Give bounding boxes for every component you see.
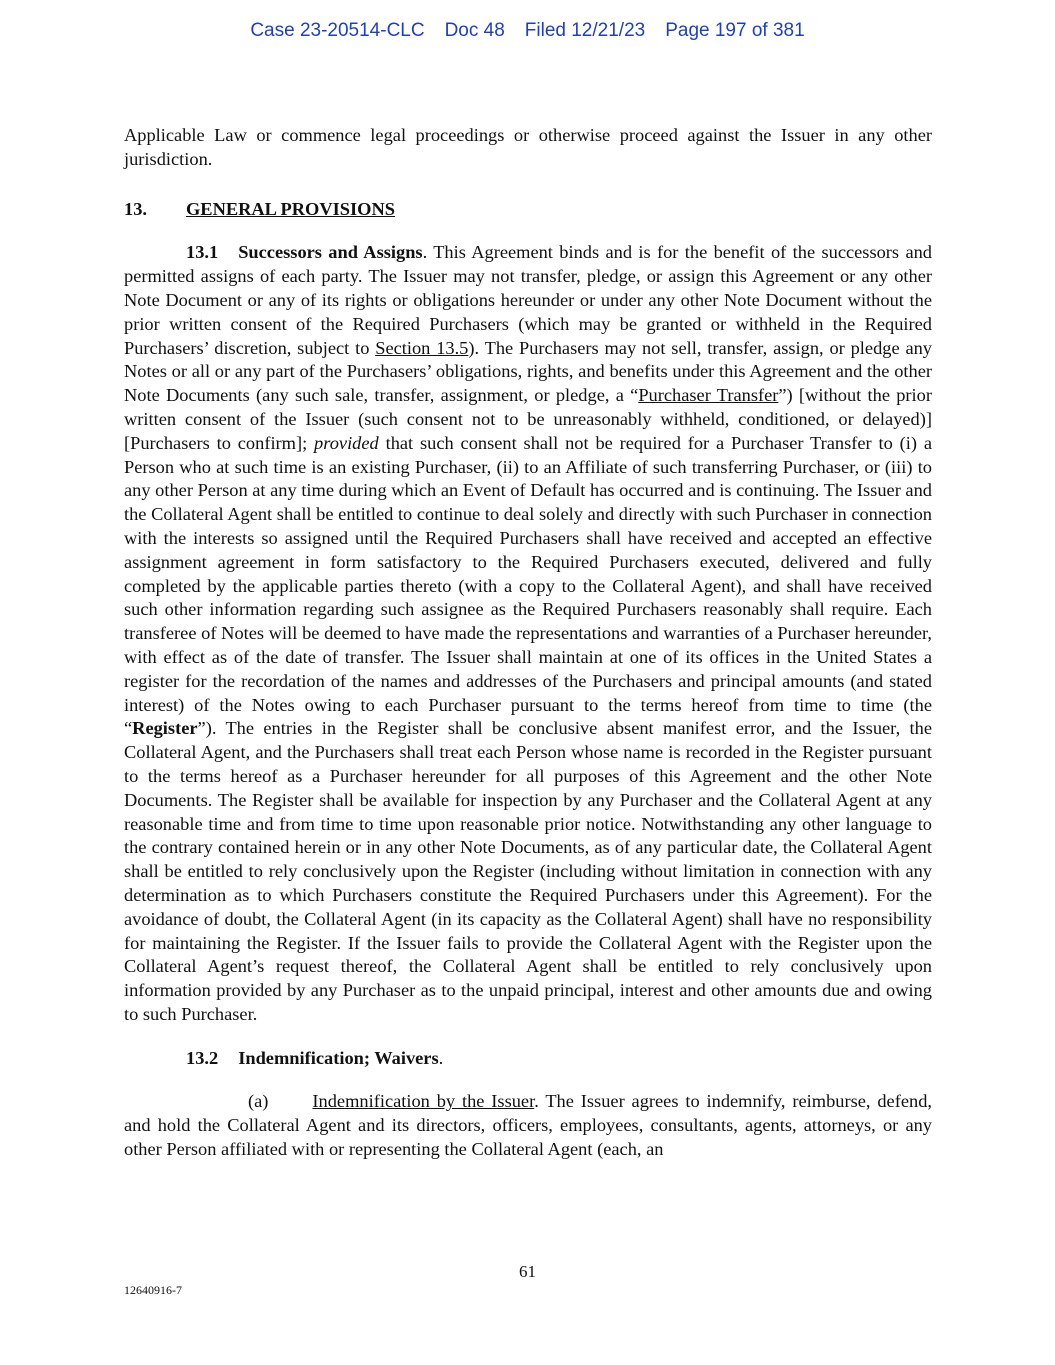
section-heading bbox=[124, 198, 932, 222]
case-number: Case 23-20514-CLC bbox=[250, 20, 425, 41]
text-run: that such consent shall not be required for a Purchaser Transfer to (i) a Person who at such time is an existing Purchaser, (ii) to an Affiliate of such transferring Purchaser, or (iii) to any other Person at any time during which an Event of Default has occurred and is continuing. The Issuer and the Collateral Agent shall be entitled to continue to deal solely and directly with such Purchaser in connection with the interests so assigned until the Required Purchasers shall have received and accepted an effective assignment agreement in form satisfactory to the Required Purchasers executed, delivered and fully completed by the applicable parties thereto (with a copy to the Collateral Agent), and shall have received such other information regarding such assignee as the Required Purchasers reasonably shall require. Each transferee of Notes will be deemed to have made the representations and warranties of a Purchaser hereunder, with effect as of the date of transfer. The Issuer shall maintain at one of its offices in the United States a register for the recordation of the names and addresses of the Purchasers and principal amounts (and stated interest) of the Notes owing to each Purchaser pursuant to the terms hereof from time to time (the “ bbox=[124, 432, 932, 739]
subsection-number: 13.1 bbox=[186, 242, 219, 263]
paragraph-13-1 bbox=[124, 241, 932, 1026]
paragraph-13-2 bbox=[124, 1047, 932, 1071]
court-filing-stamp bbox=[0, 20, 1055, 42]
section-title: GENERAL PROVISIONS bbox=[186, 198, 395, 219]
text-run: ). The Purchasers may not sell, transfer, assign, or pledge any Notes or all or any part of the Purchasers’ obligations, rights, and benefits under this Agreement and the other Note Documents (any such sale, transfer, assignment, or pledge, a “ bbox=[124, 337, 932, 406]
document-body bbox=[124, 124, 932, 1162]
filed-date: Filed 12/21/23 bbox=[524, 20, 646, 41]
clause-title: Indemnification by the Issuer bbox=[312, 1091, 535, 1112]
text-run: . The Issuer agrees to indemnify, reimburse, defend, and hold the Collateral Agent and its directors, officers, employees, consultants, agents, attorneys, or any other Person affiliated with or representing the Collateral Agent (each, an bbox=[124, 1091, 932, 1160]
provided-term: provided bbox=[314, 432, 379, 453]
section-reference: Section 13.5 bbox=[375, 337, 469, 358]
subsection-title: Successors and Assigns bbox=[238, 242, 423, 263]
text-run: ”) [without the prior written consent of the Issuer (such consent not to be unreasonably withheld, conditioned, or delayed)][Purchasers to confirm]; bbox=[124, 385, 932, 453]
text-run: . This Agreement binds and is for the benefit of the successors and permitted assigns of each party. The Issuer may not transfer, pledge, or assign this Agreement or any other Note Document or any of its rights or obligations hereunder or under any other Note Document without the prior written consent of the Required Purchasers (which may be granted or withheld in the Required Purchasers’ discretion, subject to bbox=[124, 242, 932, 358]
doc-number: Doc 48 bbox=[444, 20, 505, 41]
paragraph-13-2-a bbox=[124, 1090, 932, 1161]
defined-term: Register bbox=[132, 718, 198, 739]
clause-label: (a) bbox=[248, 1091, 269, 1112]
subsection-title: Indemnification; Waivers bbox=[238, 1047, 439, 1068]
section-number: 13. bbox=[124, 198, 147, 219]
page-number: 61 bbox=[519, 1262, 536, 1281]
defined-term: Purchaser Transfer bbox=[638, 385, 779, 406]
document-id: 12640916-7 bbox=[124, 1283, 182, 1297]
text-run: ”). The entries in the Register shall be conclusive absent manifest error, and the Issuer, the Collateral Agent, and the Purchasers shall treat each Person whose name is recorded in the Register pursuant to the terms hereof as a Purchaser hereunder for all purposes of this Agreement and the other Note Documents. The Register shall be available for inspection by any Purchaser and the Collateral Agent at any reasonable time and from time to time upon reasonable prior notice. Notwithstanding any other language to the contrary contained herein or in any other Note Documents, as of any particular date, the Collateral Agent shall be entitled to rely conclusively upon the Register (including without limitation in connection with any determination as to which Purchasers constitute the Required Purchasers under this Agreement). For the avoidance of doubt, the Collateral Agent (in its capacity as the Collateral Agent) shall have no responsibility for maintaining the Register. If the Issuer fails to provide the Collateral Agent with the Register upon the Collateral Agent’s request thereof, the Collateral Agent shall be entitled to rely conclusively upon information provided by any Purchaser as to the unpaid principal, interest and other amounts due and owing to such Purchaser. bbox=[124, 718, 932, 1024]
subsection-number: 13.2 bbox=[186, 1047, 219, 1068]
page-of-total: Page 197 of 381 bbox=[665, 20, 805, 41]
text-run: . bbox=[438, 1047, 444, 1068]
continuation-paragraph: Applicable Law or commence legal proceedings or otherwise proceed against the Issuer in any other jurisdiction. bbox=[124, 125, 932, 169]
